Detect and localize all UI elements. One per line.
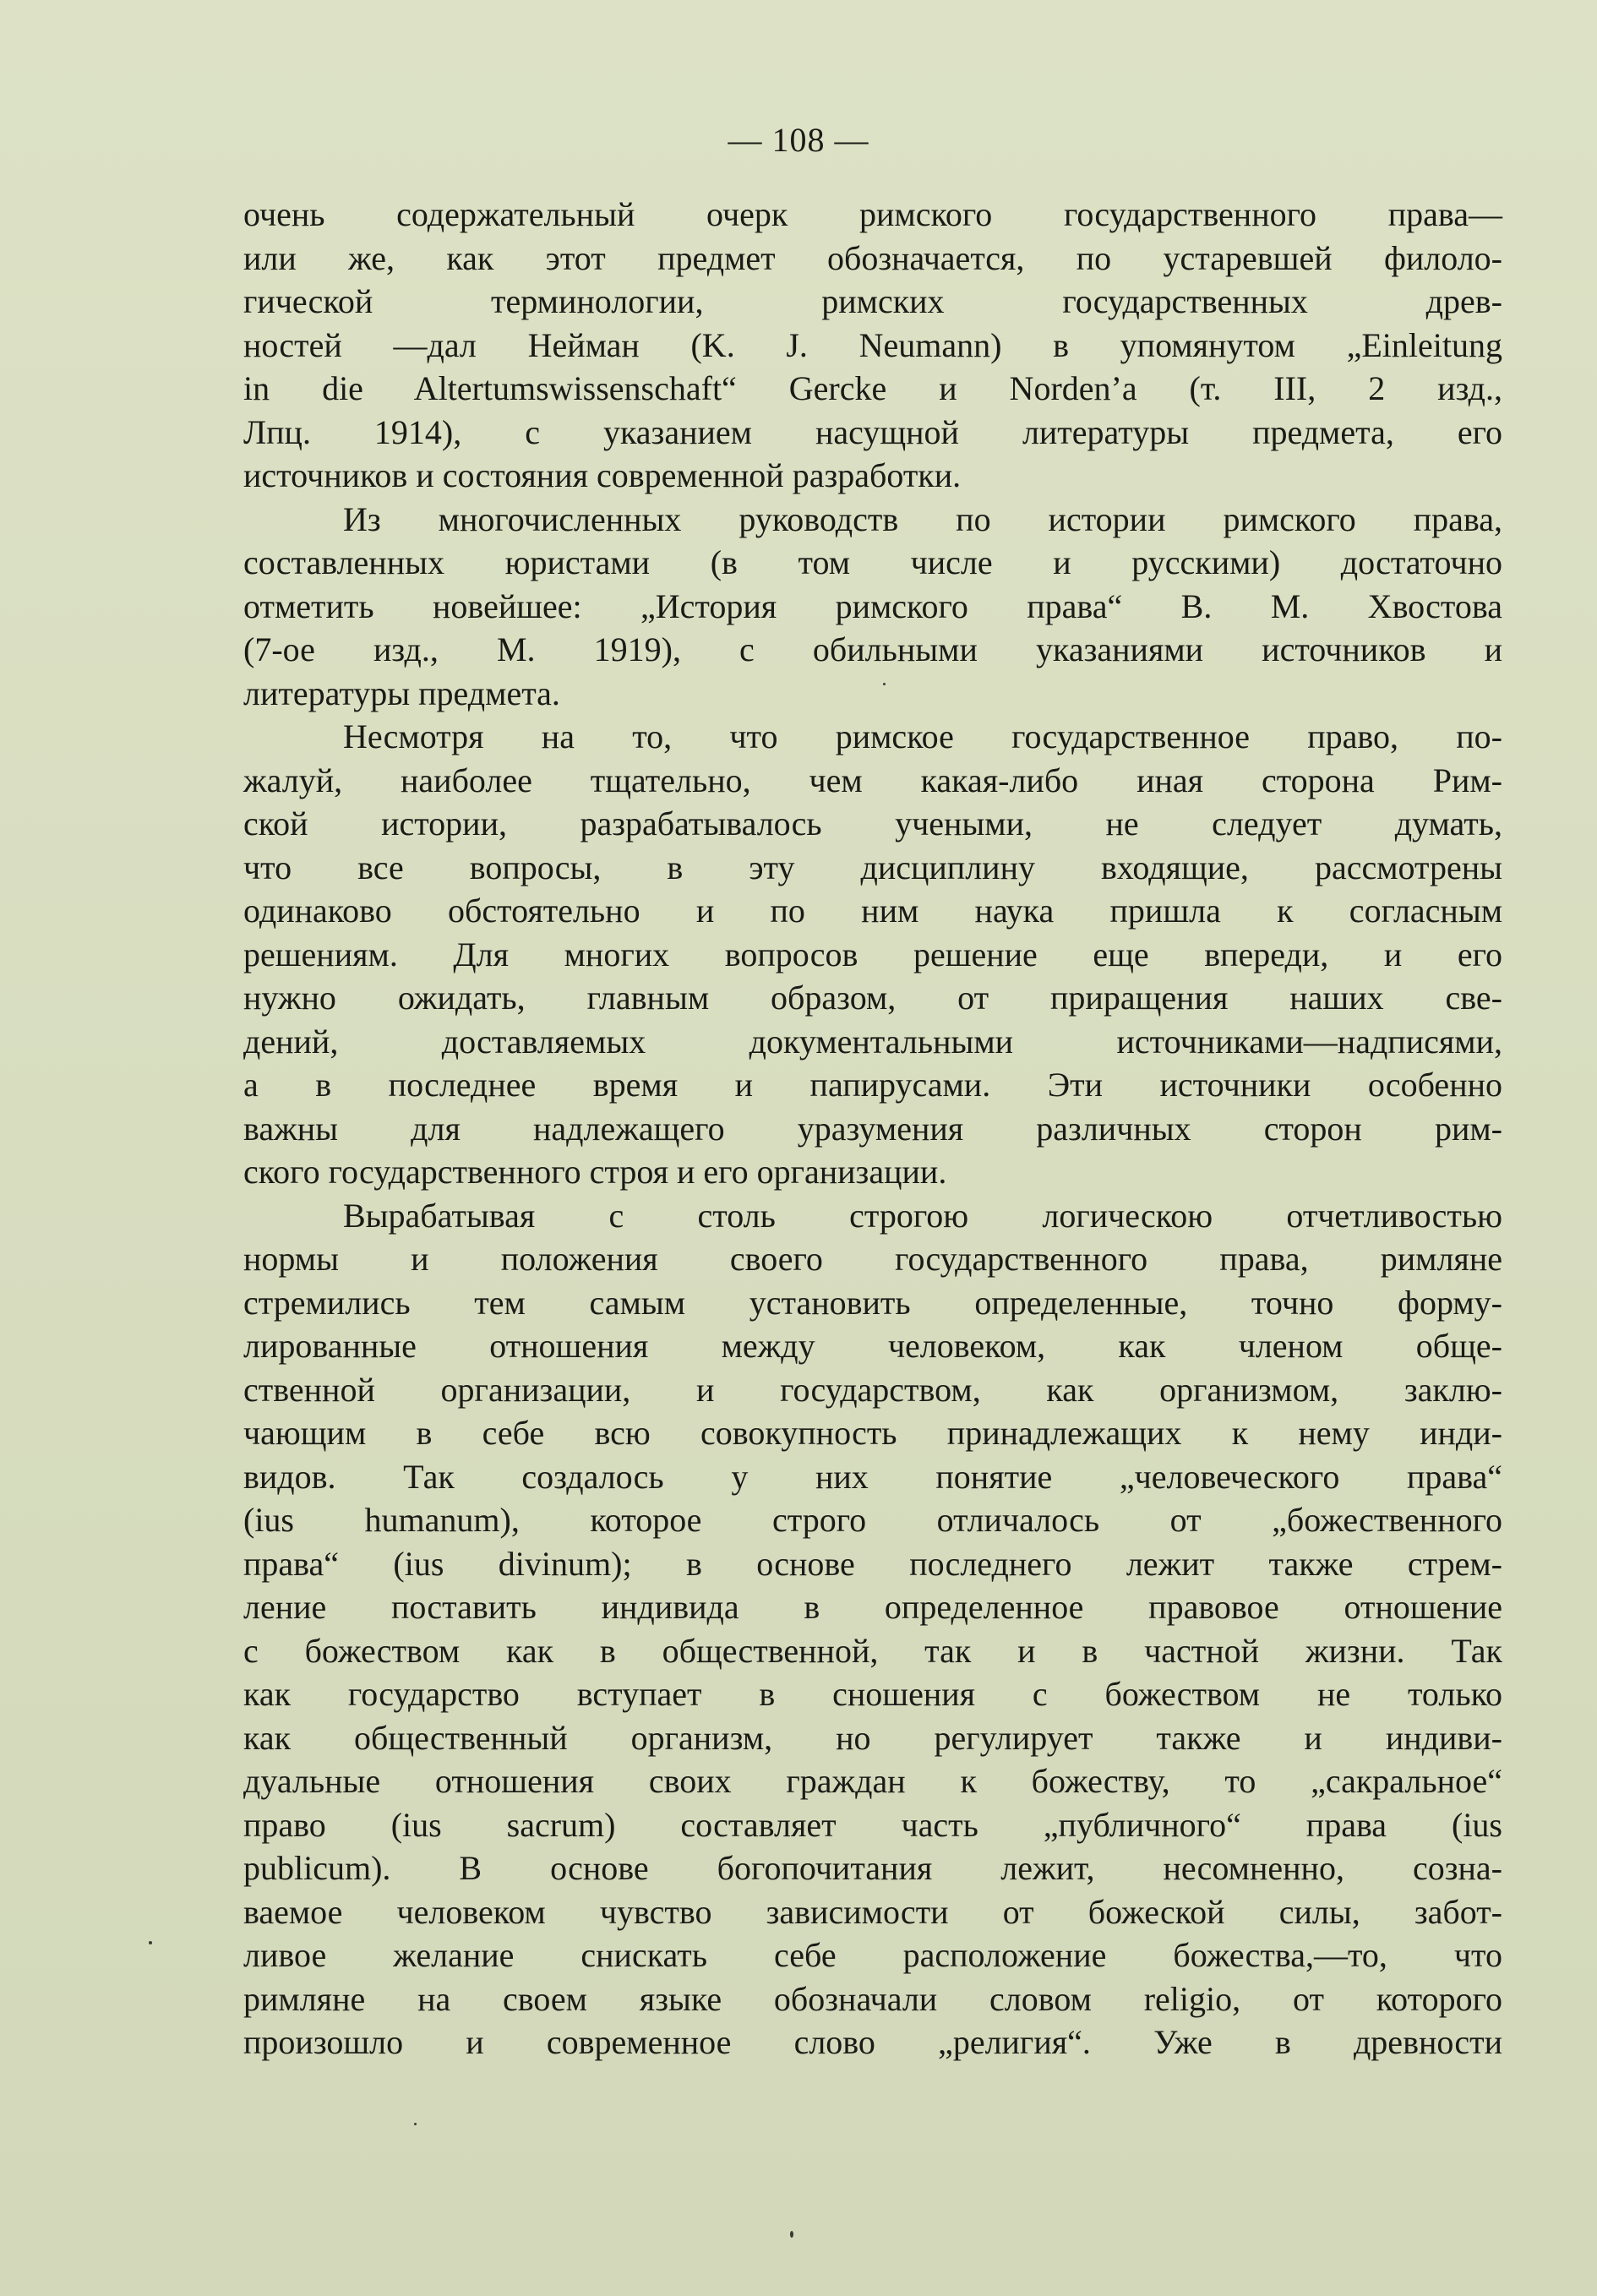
text-line: ностей —дал Нейман (K. J. Neumann) в упомянутом „Einleitung	[243, 325, 1502, 364]
text-line: отметить новейшее: „История римского права“ В. М. Хвостова	[243, 586, 1502, 625]
text-line: ваемое человеком чувство зависимости от божеской силы, забот-	[243, 1892, 1502, 1931]
paragraph-first-line: Вырабатывая с столь строгою логическою отчетливостью	[343, 1196, 1502, 1235]
paper-speck	[883, 683, 886, 685]
text-line: а в последнее время и папирусами. Эти источники особенно	[243, 1066, 1502, 1104]
text-line: литературы предмета.	[243, 674, 560, 712]
paper-speck	[149, 1941, 152, 1944]
text-line: как общественный организм, но регулирует также и индиви-	[243, 1718, 1502, 1757]
text-line: дуальные отношения своих граждан к божеству, то „сакральное“	[243, 1762, 1502, 1800]
text-line: или же, как этот предмет обозначается, по устаревшей филоло-	[243, 238, 1502, 277]
paper-speck	[790, 2231, 793, 2238]
text-line: стремились тем самым установить определенные, точно форму-	[243, 1283, 1502, 1322]
text-line: решениям. Для многих вопросов решение еще впереди, и его	[243, 935, 1502, 973]
text-line: нормы и положения своего государственного права, римляне	[243, 1240, 1502, 1278]
text-line: чающим в себе всю совокупность принадлежащих к нему инди-	[243, 1414, 1502, 1452]
text-line: Лпц. 1914), с указанием насущной литературы предмета, его	[243, 412, 1502, 451]
text-line: составленных юристами (в том числе и русскими) достаточно	[243, 543, 1502, 581]
text-line: очень содержательный очерк римского государственного права—	[243, 195, 1502, 233]
text-line: ление поставить индивида в определенное правовое отношение	[243, 1588, 1502, 1626]
text-line: права“ (ius divinum); в основе последнего лежит также стрем-	[243, 1544, 1502, 1583]
paper-speck	[414, 2123, 417, 2125]
text-line: римляне на своем языке обозначали словом religio, от которого	[243, 1979, 1502, 2018]
body-text	[243, 193, 1502, 2064]
text-line: гической терминологии, римских государственных древ-	[243, 282, 1502, 320]
text-line: источников и состояния современной разработки.	[243, 456, 962, 494]
text-line: лированные отношения между человеком, как членом обще-	[243, 1327, 1502, 1365]
text-line: in die Altertumswissenschaft“ Gercke и Norden’a (т. III, 2 изд.,	[243, 369, 1502, 407]
text-line: ского государственного строя и его организации.	[243, 1153, 947, 1191]
text-line: (7-ое изд., М. 1919), с обильными указаниями источников и	[243, 630, 1502, 668]
text-line: publicum). В основе богопочитания лежит, несомненно, созна-	[243, 1849, 1502, 1887]
text-line: важны для надлежащего уразумения различных сторон рим-	[243, 1109, 1502, 1148]
text-line: что все вопросы, в эту дисциплину входящие, рассмотрены	[243, 848, 1502, 886]
text-line: ской истории, разрабатывалось учеными, не следует думать,	[243, 804, 1502, 843]
text-line: с божеством как в общественной, так и в частной жизни. Так	[243, 1631, 1502, 1670]
text-line: как государство вступает в сношения с божеством не только	[243, 1675, 1502, 1713]
text-line: произошло и современное слово „религия“. Уже в древности	[243, 2023, 1502, 2061]
text-line: жалуй, наиболее тщательно, чем какая-либо иная сторона Рим-	[243, 761, 1502, 799]
page-number: — 108 —	[728, 121, 869, 159]
text-line: право (ius sacrum) составляет часть „публичного“ права (ius	[243, 1805, 1502, 1844]
paragraph-first-line: Несмотря на то, что римское государственное право, по-	[343, 717, 1502, 755]
text-line: одинаково обстоятельно и по ним наука пришла к согласным	[243, 892, 1502, 930]
text-line: нужно ожидать, главным образом, от приращения наших све-	[243, 979, 1502, 1017]
paragraph-first-line: Из многочисленных руководств по истории римского права,	[343, 499, 1502, 538]
text-line: (ius humanum), которое строго отличалось от „божественного	[243, 1501, 1502, 1539]
text-line: видов. Так создалось у них понятие „человеческого права“	[243, 1457, 1502, 1496]
text-line: ливое желание снискать себе расположение божества,—то, что	[243, 1936, 1502, 1974]
text-line: дений, доставляемых документальными источниками—надписями,	[243, 1022, 1502, 1061]
text-line: ственной организации, и государством, как организмом, заклю-	[243, 1370, 1502, 1409]
